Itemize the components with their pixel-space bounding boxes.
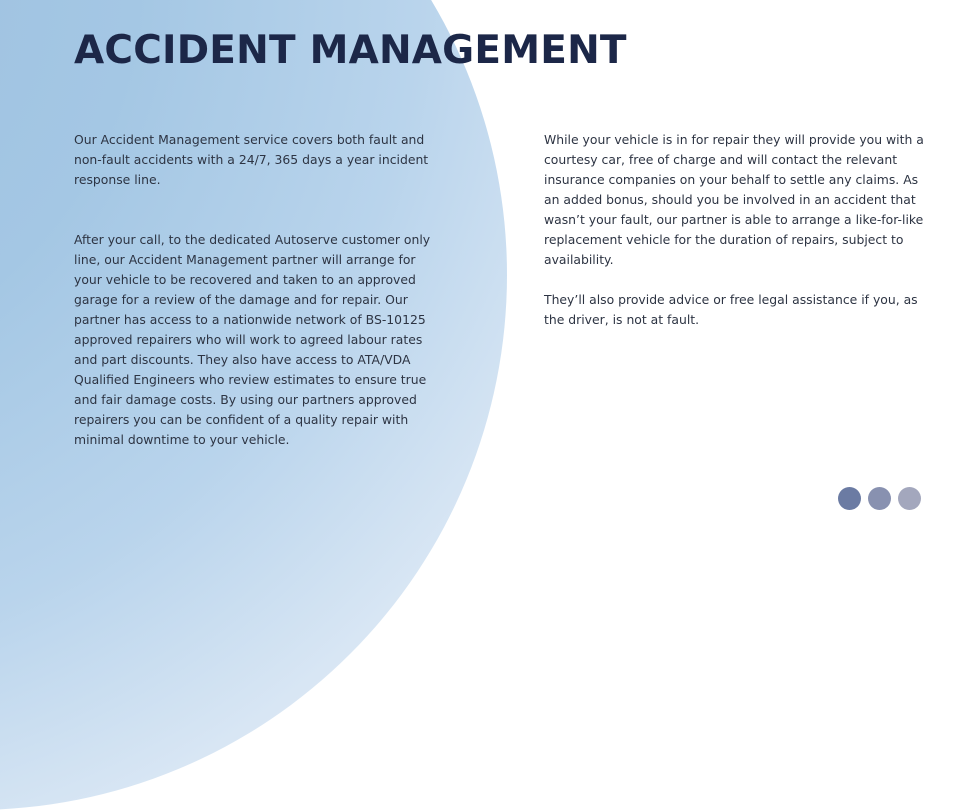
dot-2 <box>868 487 891 510</box>
dot-1 <box>838 487 861 510</box>
decorative-dots <box>838 487 921 510</box>
left-paragraph-intro: Our Accident Management service covers both fault and non-fault accidents with a 24/7, 365 days a year incident response line. <box>74 132 429 187</box>
page-title: ACCIDENT MANAGEMENT <box>74 28 627 73</box>
right-paragraph-legal: They’ll also provide advice or free legal assistance if you, as the driver, is not at fault. <box>544 292 918 327</box>
left-paragraph-process: After your call, to the dedicated Autoserve customer only line, our Accident Management partner will arrange for your vehicle to be recovered and taken to an approved garage for a review of the damage and for repair. Our partner has access to a nationwide network of BS-10125 approved repairers who will work to agreed labour rates and part discounts. They also have access to ATA/VDA Qualified Engineers who review estimates to ensure true and fair damage costs. By using our partners approved repairers you can be confident of a quality repair with minimal downtime to your vehicle. <box>74 232 431 447</box>
dot-3 <box>898 487 921 510</box>
right-paragraph-courtesy-car: While your vehicle is in for repair they will provide you with a courtesy car, free of charge and will contact the relevant insurance companies on your behalf to settle any claims. As an added bonus, should you be involved in an accident that wasn’t your fault, our partner is able to arrange a like-for-like replacement vehicle for the duration of repairs, subject to availability. <box>544 132 924 267</box>
